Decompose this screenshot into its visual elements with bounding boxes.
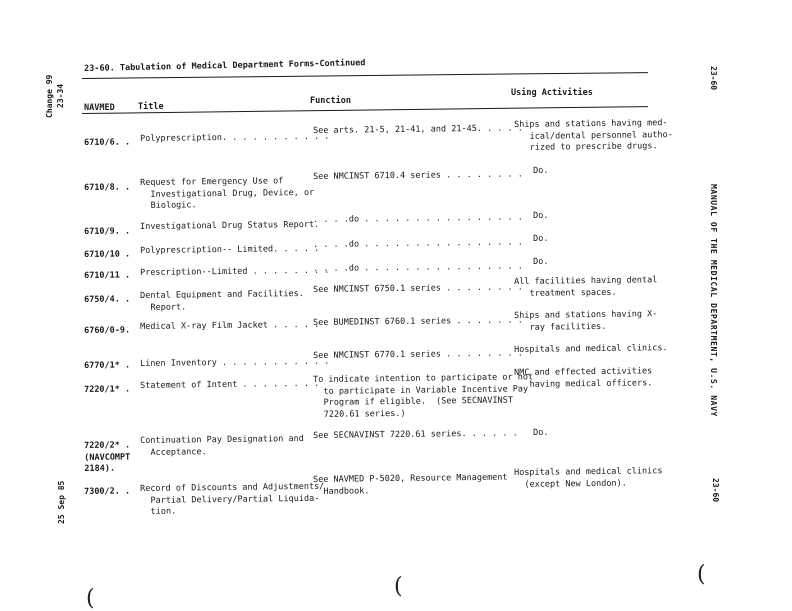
title-line: Medical X-ray Film Jacket . . . . . — [140, 319, 320, 332]
title-line: Polyprescription-- Limited. . . . . — [140, 243, 320, 256]
form-line: 7220/1* . — [84, 384, 131, 395]
header-form: NAVMED — [84, 103, 115, 113]
cell-form — [84, 226, 130, 238]
activities-line: Do. — [533, 233, 549, 244]
cell-form — [84, 360, 130, 372]
function-line: See BUMEDINST 6760.1 series . . . . . . . — [313, 315, 523, 328]
cell-function — [313, 237, 523, 251]
form-line: 6710/6. . — [84, 137, 131, 148]
cell-function — [313, 212, 523, 226]
function-line: See NAVMED P-5020, Resource Management — [313, 472, 508, 485]
cell-title — [140, 266, 329, 280]
activities-line: having medical officers. — [514, 377, 653, 390]
form-line: 6750/4. . — [84, 294, 131, 305]
cell-form — [84, 440, 130, 475]
activities-line: Hospitals and medical clinics. — [514, 343, 668, 355]
form-line: 2184). — [84, 463, 116, 474]
title-line: Partial Delivery/Partial Liquida- — [140, 493, 320, 506]
function-line: 7220.61 series.) — [313, 408, 406, 420]
form-line: 6710/11 . — [84, 270, 131, 281]
form-line: 6770/1* . — [84, 360, 131, 371]
cell-function — [313, 315, 523, 329]
punch-mark-right: ( — [697, 562, 706, 587]
cell-title — [140, 379, 319, 393]
function-line: See arts. 21-5, 21-41, and 21-45. . . . . — [313, 123, 523, 136]
title-line: Investigational Drug Status Report. — [140, 219, 320, 232]
cell-title — [140, 244, 319, 258]
cell-form — [84, 294, 130, 306]
header-function: Function — [310, 96, 351, 106]
activities-line: ray facilities. — [514, 321, 607, 333]
form-line: 6760/0-9. — [84, 325, 131, 336]
cell-function — [313, 428, 518, 442]
manual-title: MANUAL OF THE MEDICAL DEPARTMENT, U.S. NAVY — [709, 184, 718, 417]
cell-form — [84, 384, 130, 396]
title-line: Polyprescription. . . . . . . . . . . — [140, 131, 330, 144]
header-activities: Using Activities — [511, 88, 593, 98]
header-title: Title — [138, 102, 164, 112]
cell-title — [140, 357, 329, 371]
cell-function — [313, 282, 523, 296]
cell-activities — [533, 211, 548, 223]
cell-title — [140, 289, 304, 314]
function-line: See NMCINST 6770.1 series . . . . . . . . — [313, 348, 523, 361]
change-date: 25 Sep 85 — [57, 480, 66, 524]
title-line: Dental Equipment and Facilities. — [140, 288, 304, 301]
punch-mark-center: ( — [394, 574, 403, 599]
title-line: Biologic. — [140, 200, 197, 211]
form-line: 6710/9. . — [84, 226, 131, 237]
cell-activities — [514, 343, 668, 356]
function-line: See NMCINST 6750.1 series . . . . . . . . — [313, 282, 523, 295]
activities-line: Do. — [533, 165, 549, 176]
cell-activities — [514, 118, 673, 154]
cell-activities — [533, 257, 548, 269]
cell-function — [313, 473, 508, 498]
title-line: Statement of Intent . . . . . . . . — [140, 378, 320, 391]
form-line: 7220/2* . — [84, 440, 131, 451]
cell-function — [313, 348, 523, 362]
cell-activities — [514, 309, 658, 334]
cell-activities — [514, 275, 658, 300]
activities-line: All facilities having dental — [514, 275, 658, 287]
function-line: to participate in Variable Incentive Pay — [313, 383, 529, 397]
function-line: . . . .do . . . . . . . . . . . . . . . . — [313, 237, 523, 250]
form-line: (NAVCOMPT — [84, 451, 131, 463]
title-line: Prescription--Limited . . . . . . . . — [140, 265, 330, 278]
cell-function — [313, 261, 523, 275]
cell-activities — [533, 234, 548, 246]
activities-line: (except New London). — [514, 478, 627, 490]
right-section-top: 23-60 — [709, 66, 718, 91]
cell-function — [313, 372, 534, 421]
activities-line: Ships and stations having med- — [514, 118, 668, 130]
cell-title — [140, 482, 325, 519]
cell-form — [84, 182, 130, 194]
function-line: . . . .do . . . . . . . . . . . . . . . . — [313, 212, 523, 225]
title-line: Continuation Pay Designation and — [140, 433, 304, 446]
title-line: Investigational Drug, Device, or — [140, 187, 315, 200]
form-line: 7300/2. . — [84, 486, 131, 497]
cell-title — [140, 176, 314, 213]
form-line: 6710/10 . — [84, 249, 131, 260]
cell-title — [140, 320, 319, 334]
page-title: 23-60. Tabulation of Medical Department Forms-Continued — [84, 58, 366, 74]
activities-line: ical/dental personnel autho- — [514, 129, 673, 142]
cell-function — [313, 123, 523, 137]
right-section-bottom: 23-60 — [711, 478, 720, 503]
change-number: Change 99 — [45, 74, 54, 118]
cell-activities — [514, 366, 652, 391]
cell-title — [140, 220, 319, 234]
form-line: 6710/8. . — [84, 182, 131, 193]
cell-title — [140, 132, 329, 146]
cell-form — [84, 137, 130, 149]
title-line: Acceptance. — [140, 446, 207, 458]
function-line: See NMCINST 6710.4 series . . . . . . . . — [313, 169, 523, 182]
cell-form — [84, 249, 130, 261]
function-line: Program if eligible. (See SECNAVINST — [313, 395, 513, 408]
activities-line: Hospitals and medical clinics — [514, 466, 663, 478]
activities-line: Do. — [533, 210, 549, 221]
activities-line: Do. — [533, 427, 549, 438]
title-line: Request for Emergency Use of — [140, 176, 284, 188]
title-line: Linen Inventory . . . . . . . . . . . — [140, 356, 330, 369]
cell-form — [84, 486, 130, 498]
activities-line: Ships and stations having X- — [514, 309, 658, 321]
function-line: . . . .do . . . . . . . . . . . . . . . . — [313, 261, 523, 274]
cell-form — [84, 325, 130, 337]
title-line: Report. — [140, 301, 187, 313]
cell-function — [313, 169, 523, 183]
section-number: 23-34 — [56, 83, 65, 108]
activities-line: Do. — [533, 256, 549, 267]
cell-title — [140, 434, 304, 459]
activities-line: NMC and effected activities — [514, 366, 653, 378]
activities-line: treatment spaces. — [514, 287, 617, 299]
activities-line: rized to prescribe drugs. — [514, 141, 658, 153]
punch-mark-left: ( — [86, 586, 95, 611]
cell-activities — [533, 428, 548, 440]
title-line: Record of Discounts and Adjustments/ — [140, 481, 325, 494]
function-line: To indicate intention to participate or not — [313, 372, 534, 385]
cell-activities — [533, 166, 548, 178]
cell-activities — [514, 466, 663, 491]
function-line: Handbook. — [313, 485, 370, 497]
function-line: See SECNAVINST 7220.61 series. . . . . . — [313, 428, 518, 441]
title-line: tion. — [140, 506, 177, 517]
cell-form — [84, 270, 130, 282]
